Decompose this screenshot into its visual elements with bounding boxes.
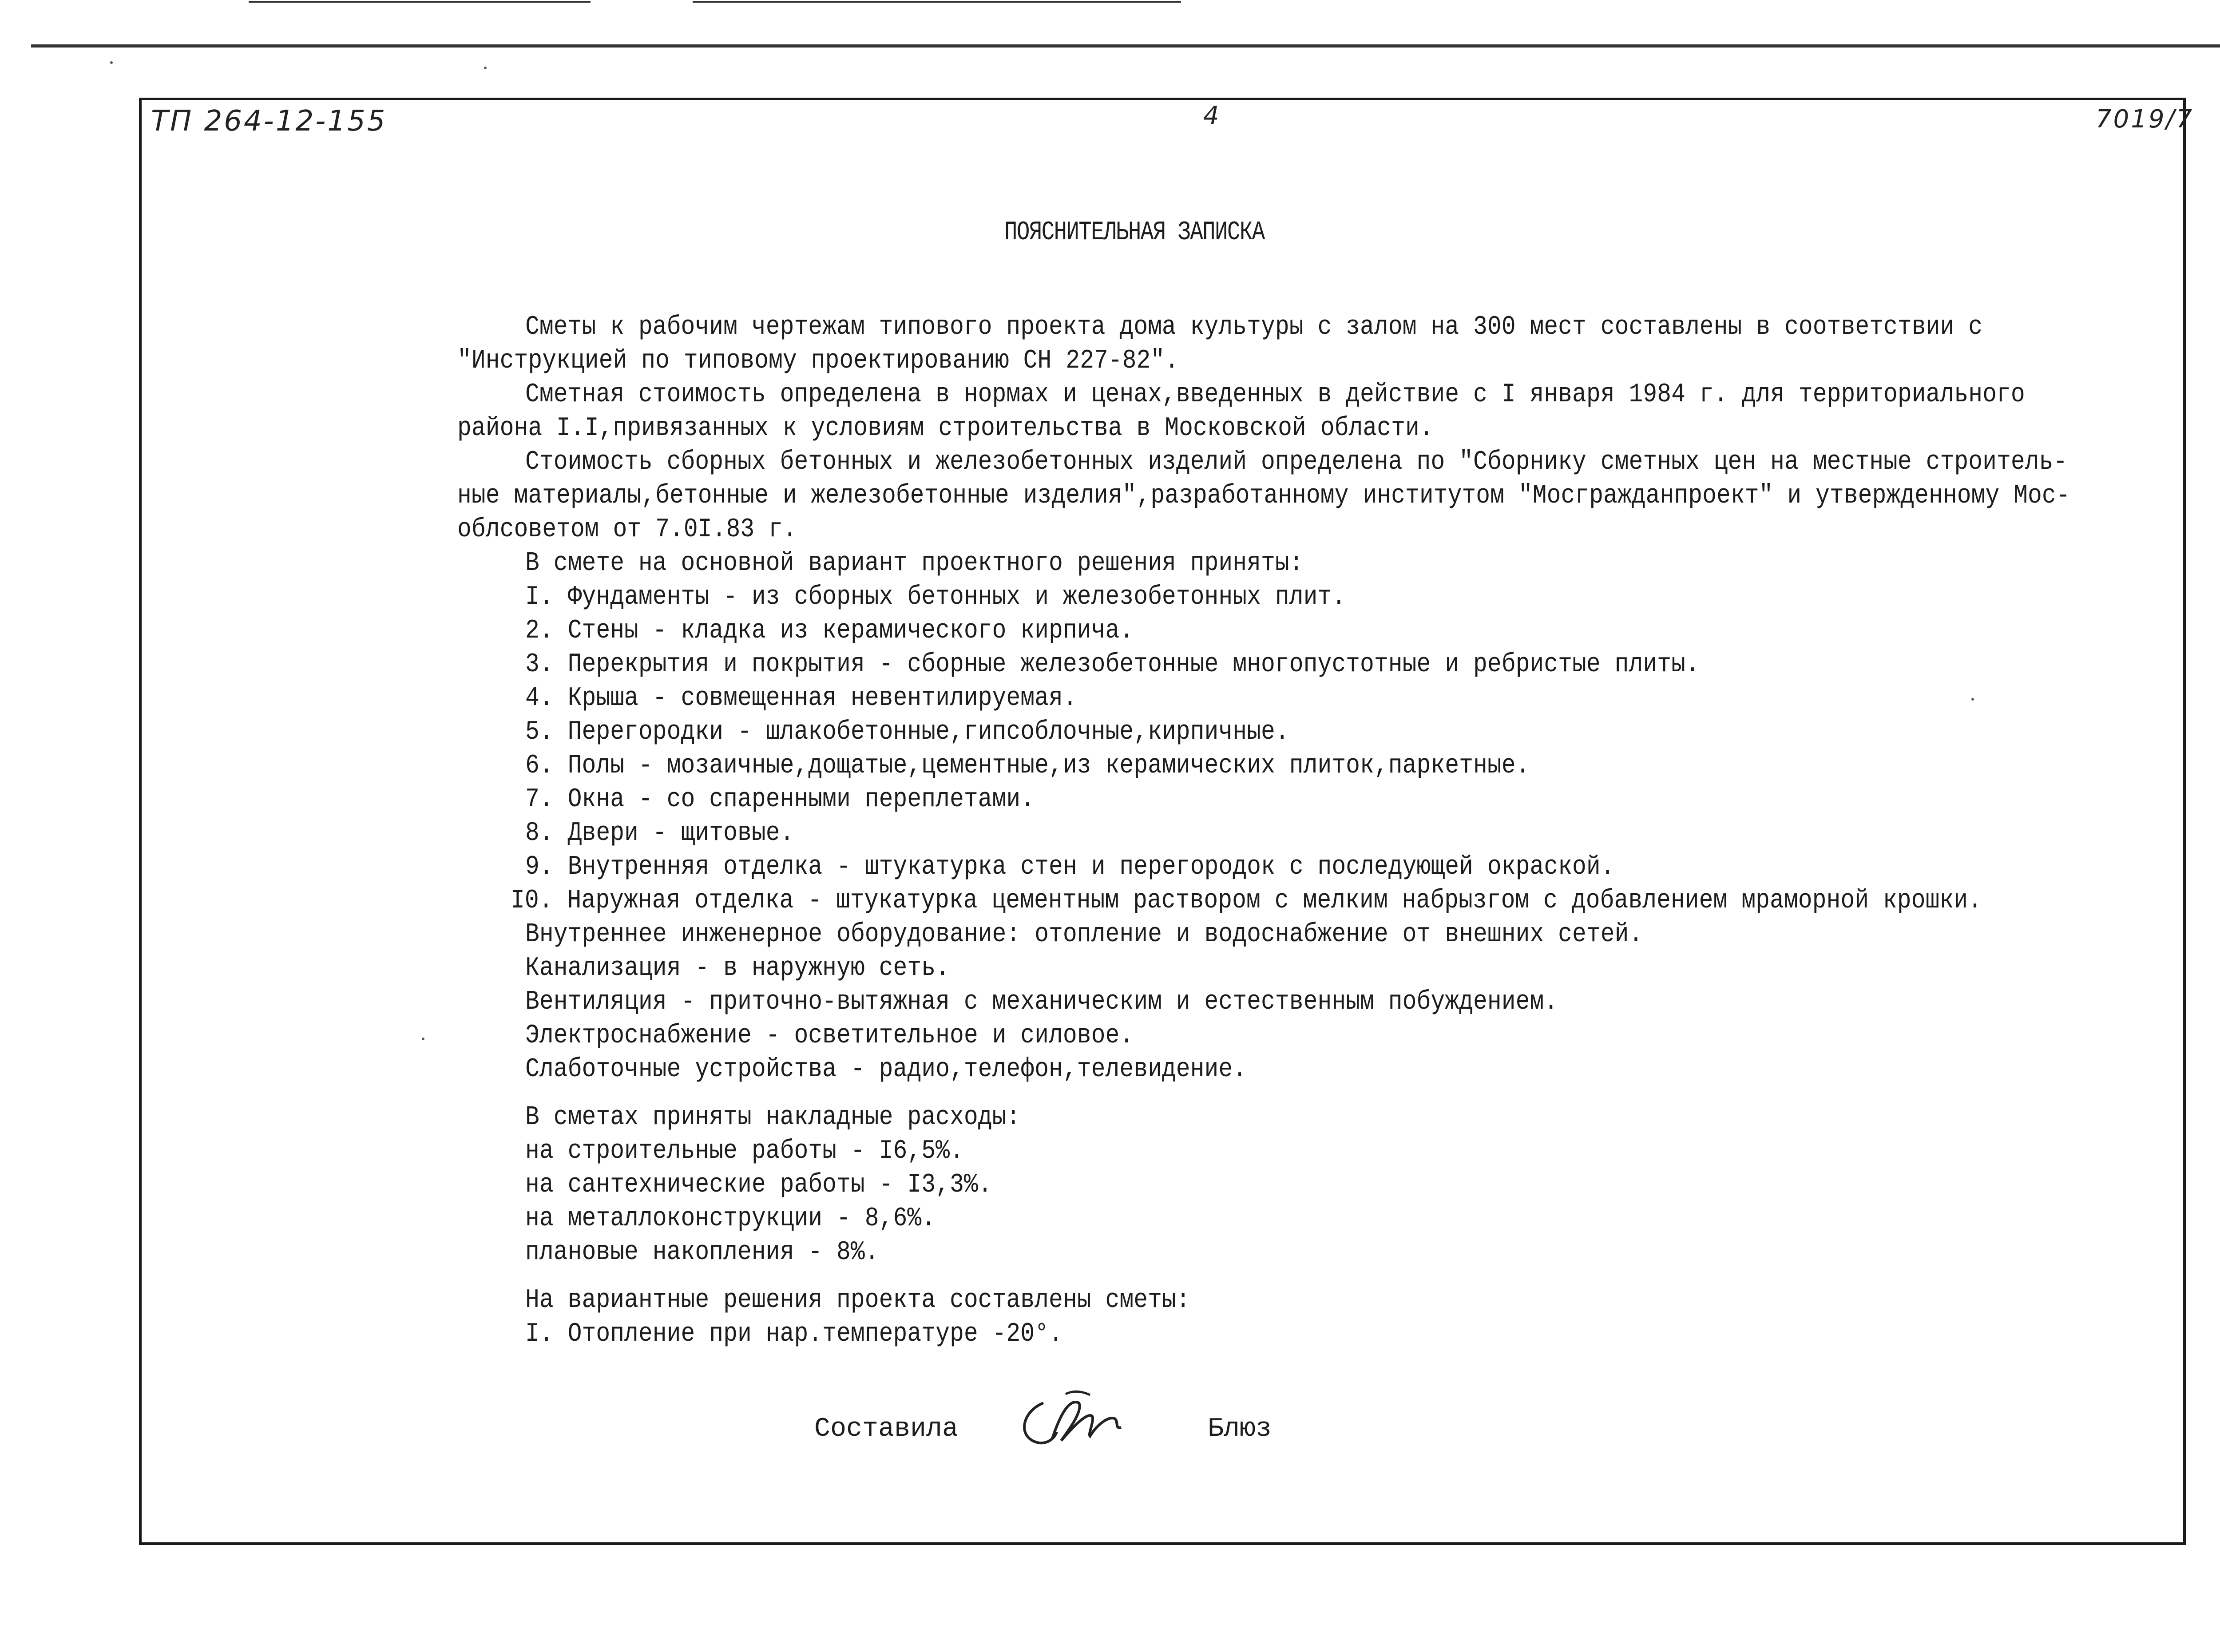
text-line: В сметах приняты накладные расходы: (525, 1102, 1021, 1133)
text-line: 5. Перегородки - шлакобетонные,гипсоблочные,кирпичные. (525, 717, 1289, 747)
scan-speck (110, 61, 113, 64)
text-line: Внутреннее инженерное оборудование: отопление и водоснабжение от внешних сетей. (525, 919, 1643, 950)
text-line: ные материалы,бетонные и железобетонные изделия",разработанному институтом "Мосгражданпроект" и утвержденному Мос- (457, 481, 2070, 511)
text-line: I. Фундаменты - из сборных бетонных и железобетонных плит. (525, 582, 1346, 612)
page-title: ПОЯСНИТЕЛЬНАЯ ЗАПИСКА (1004, 218, 1265, 248)
text-line: на строительные работы - I6,5%. (525, 1136, 964, 1166)
text-line: 4. Крыша - совмещенная невентилируемая. (525, 683, 1077, 713)
text-line: Сметы к рабочим чертежам типового проекта дома культуры с залом на 300 мест составлены в соответствии с (525, 312, 1983, 342)
text-line: Канализация - в наружную сеть. (525, 953, 950, 983)
text-line: 3. Перекрытия и покрытия - сборные железобетонные многопустотные и ребристые плиты. (525, 650, 1700, 680)
text-line: на металлоконструкции - 8,6%. (525, 1204, 936, 1234)
text-line: на сантехнические работы - I3,3%. (525, 1170, 992, 1200)
text-line: В смете на основной вариант проектного решения приняты: (525, 548, 1304, 578)
text-line: 7. Окна - со спаренными переплетами. (525, 784, 1035, 815)
text-line: плановые накопления - 8%. (525, 1237, 879, 1268)
text-line: Стоимость сборных бетонных и железобетонных изделий определена по "Сборнику сметных цен на местные строитель- (525, 447, 2068, 477)
signatory-name: Блюз (1208, 1414, 1272, 1444)
text-line: "Инструкцией по типовому проектированию СН 227-82". (457, 346, 1179, 376)
text-line: 9. Внутренняя отделка - штукатурка стен и перегородок с последующей окраской. (525, 852, 1615, 882)
text-line: 6. Полы - мозаичные,дощатые,цементные,из керамических плиток,паркетные. (525, 751, 1530, 781)
text-line: На вариантные решения проекта составлены сметы: (525, 1285, 1190, 1315)
text-line: I. Отопление при нар.температуре -20°. (525, 1319, 1063, 1349)
text-line: 2. Стены - кладка из керамического кирпича. (525, 616, 1134, 646)
text-line: Вентиляция - приточно-вытяжная с механическим и естественным побуждением. (525, 987, 1558, 1017)
text-line: Сметная стоимость определена в нормах и ценах,введенных в действие с I января 1984 г. для территориального (525, 380, 2025, 410)
text-line: Электроснабжение - осветительное и силовое. (525, 1021, 1134, 1051)
signature-label: Составила (814, 1414, 959, 1444)
text-line: облсоветом от 7.0I.83 г. (457, 515, 797, 545)
handwritten-signature (1012, 1385, 1132, 1456)
sheet-code: 7019/7 (2096, 105, 2194, 134)
page-number: 4 (1203, 101, 1221, 130)
scan-edge-line-top-short (249, 1, 591, 3)
scan-speck (484, 67, 487, 69)
text-line: Слаботочные устройства - радио,телефон,телевидение. (525, 1054, 1247, 1085)
text-line: района I.I,привязанных к условиям строительства в Московской области. (457, 413, 1434, 444)
scan-edge-line-top (31, 44, 2220, 48)
text-line: I0. Наружная отделка - штукатурка цементным раствором с мелким набрызгом с добавлением мраморной крошки. (511, 886, 1982, 916)
doc-code: ТП 264-12-155 (151, 105, 387, 138)
scan-edge-line-top-mid (693, 1, 1181, 3)
text-line: 8. Двери - щитовые. (525, 818, 794, 848)
